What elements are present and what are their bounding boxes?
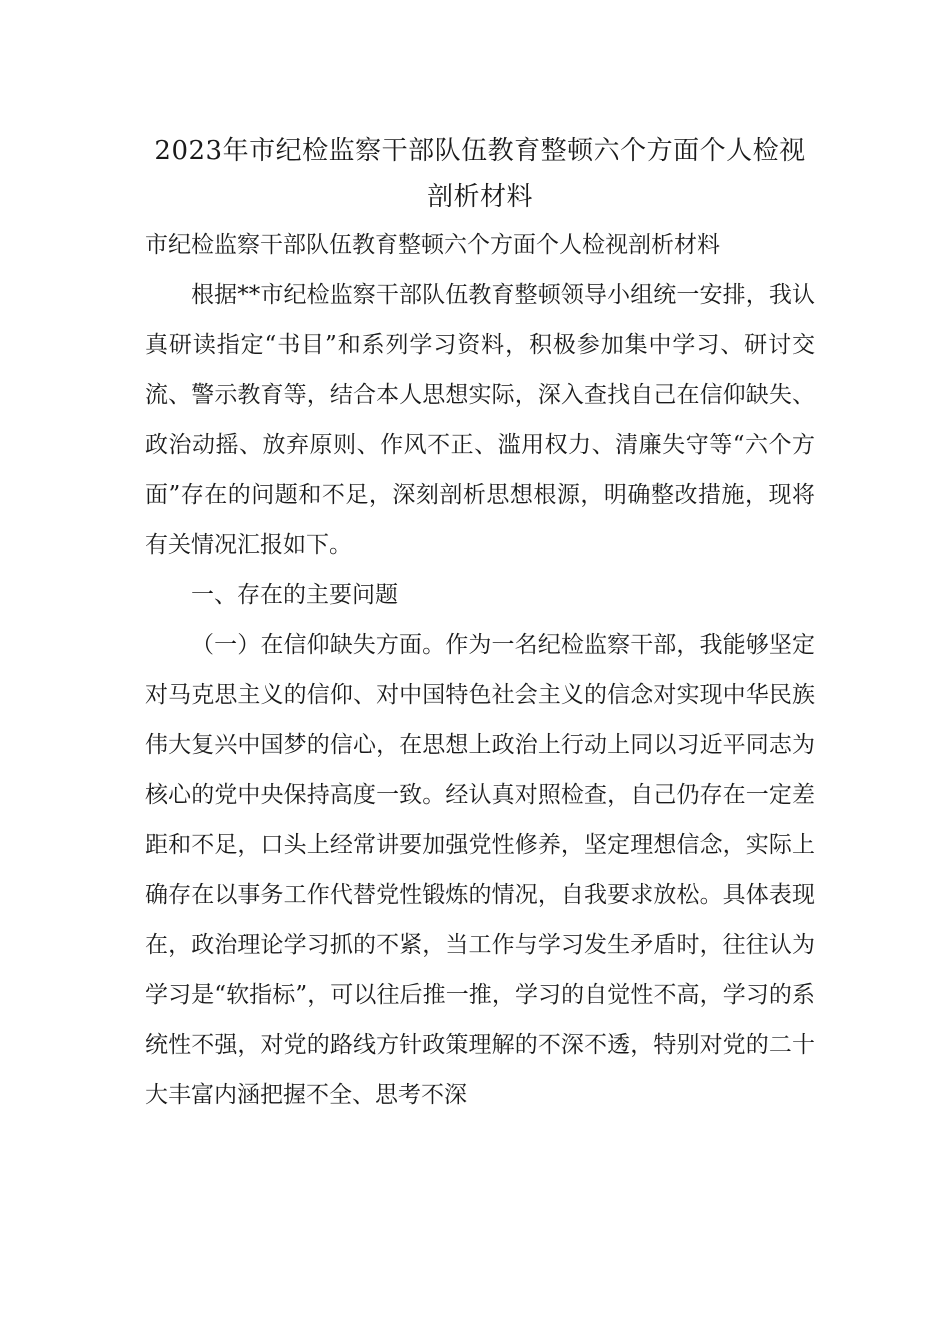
document-page xyxy=(145,128,815,1120)
section-paragraph: （一）在信仰缺失方面。作为一名纪检监察干部，我能够坚定对马克思主义的信仰、对中国特色社会主义的信念对实现中华民族伟大复兴中国梦的信心，在思想上政治上行动上同以习近平同志为核心的党中央保持高度一致。经认真对照检查，自己仍存在一定差距和不足，口头上经常讲要加强党性修养，坚定理想信念，实际上确存在以事务工作代替党性锻炼的情况，自我要求放松。具体表现在，政治理论学习抓的不紧，当工作与学习发生矛盾时，往往认为学习是“软指标”，可以往后推一推，学习的自觉性不高，学习的系统性不强，对党的路线方针政策理解的不深不透，特别对党的二十大丰富内涵把握不全、思考不深 xyxy=(145,632,815,1108)
section-heading: 一、存在的主要问题 xyxy=(191,582,398,608)
document-subtitle: 市纪检监察干部队伍教育整顿六个方面个人检视剖析材料 xyxy=(145,232,720,258)
intro-paragraph: 根据**市纪检监察干部队伍教育整顿领导小组统一安排，我认真研读指定“书目”和系列学习资料，积极参加集中学习、研讨交流、警示教育等，结合本人思想实际，深入查找自己在信仰缺失、政治动摇、放弃原则、作风不正、滥用权力、清廉失守等“六个方面”存在的问题和不足，深刻剖析思想根源，明确整改措施，现将有关情况汇报如下。 xyxy=(145,282,815,558)
document-title: 2023年市纪检监察干部队伍教育整顿六个方面个人检视剖析材料 xyxy=(154,136,806,212)
